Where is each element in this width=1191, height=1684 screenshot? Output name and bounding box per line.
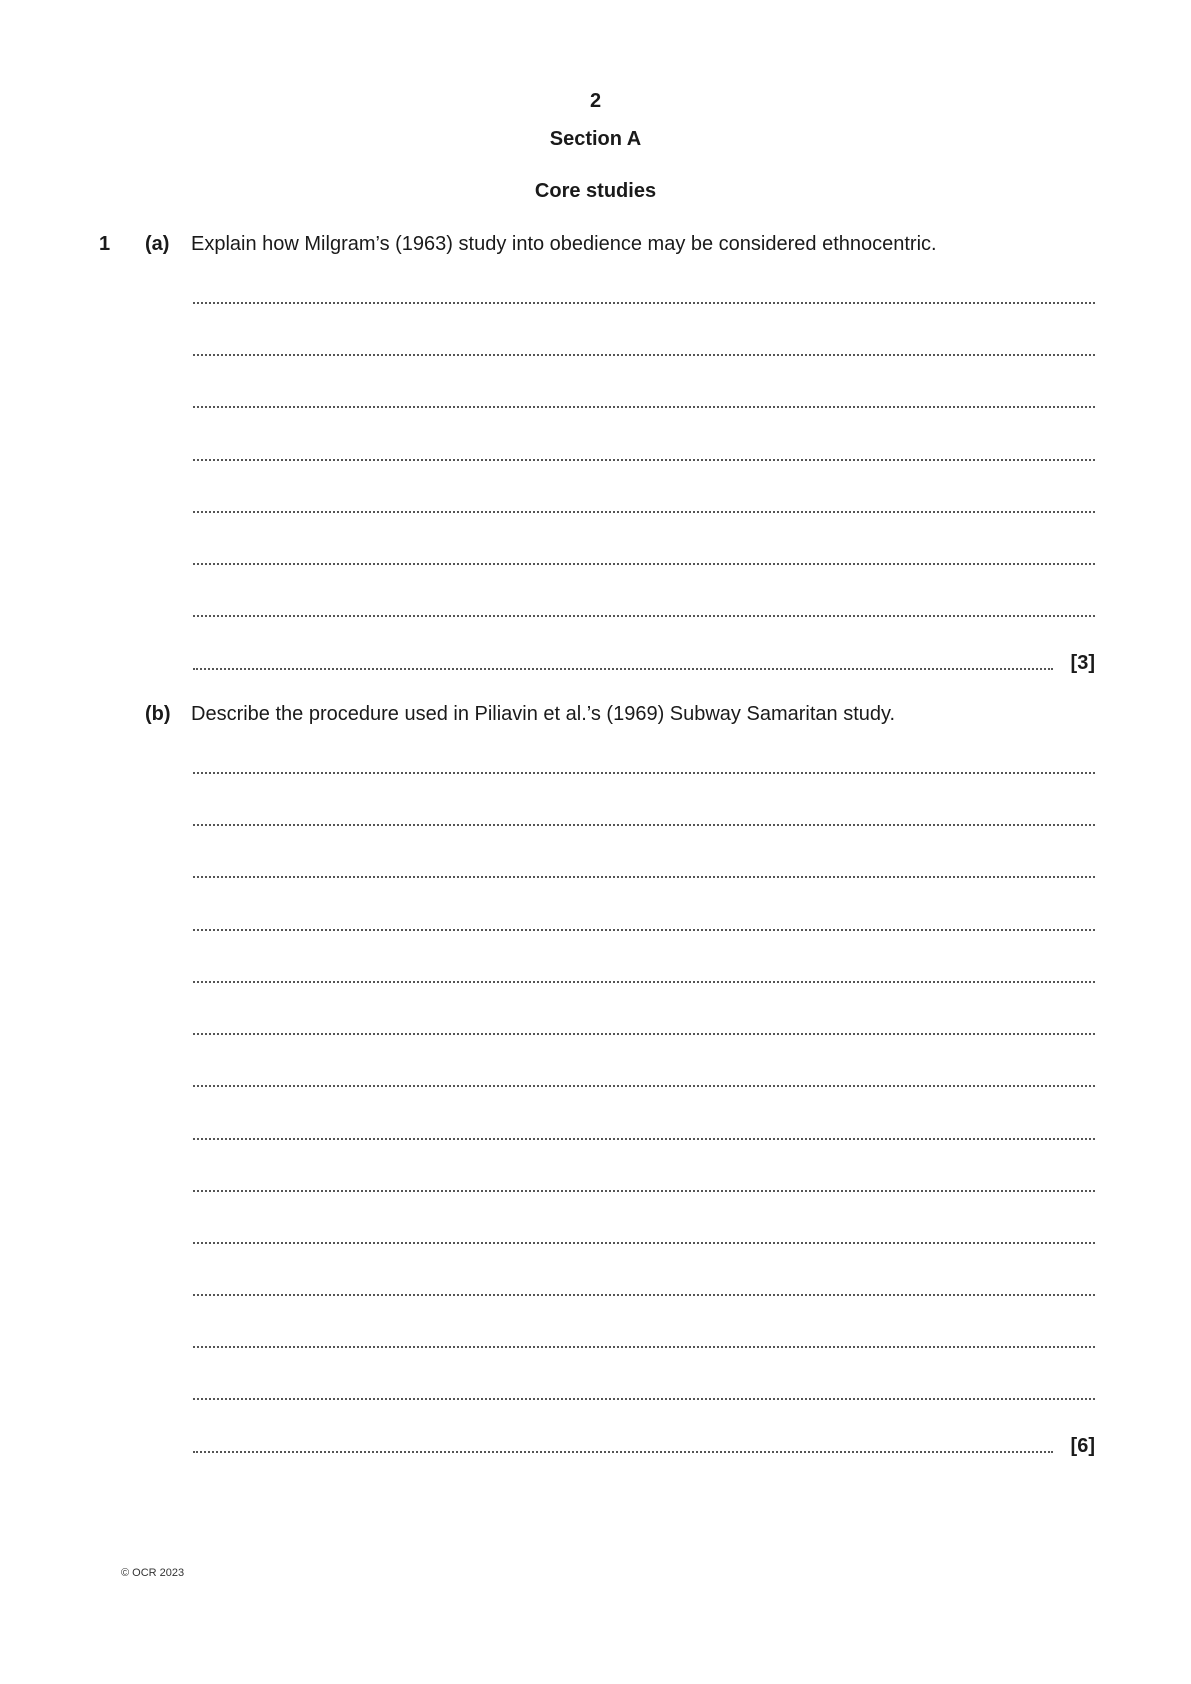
answer-line[interactable] xyxy=(193,1398,1095,1400)
answer-line[interactable] xyxy=(193,406,1095,408)
answer-line[interactable] xyxy=(193,1085,1095,1087)
part-a-marks: [3] xyxy=(1070,652,1095,674)
part-a-question-text: Explain how Milgram’s (1963) study into obedience may be considered ethnocentric. xyxy=(191,233,937,255)
question-number: 1 xyxy=(99,233,111,255)
answer-line[interactable] xyxy=(193,1033,1095,1035)
answer-line[interactable] xyxy=(193,459,1095,461)
answer-line[interactable] xyxy=(193,1294,1095,1296)
answer-line[interactable] xyxy=(193,668,1053,670)
answer-line[interactable] xyxy=(193,1190,1095,1192)
answer-line[interactable] xyxy=(193,615,1095,617)
answer-line[interactable] xyxy=(193,1138,1095,1140)
answer-line[interactable] xyxy=(193,511,1095,513)
answer-line[interactable] xyxy=(193,981,1095,983)
answer-line[interactable] xyxy=(193,563,1095,565)
answer-line[interactable] xyxy=(193,929,1095,931)
answer-line[interactable] xyxy=(193,1346,1095,1348)
answer-line[interactable] xyxy=(193,1242,1095,1244)
answer-line[interactable] xyxy=(193,302,1095,304)
page-number: 2 xyxy=(589,90,602,112)
part-b-label: (b) xyxy=(145,703,171,725)
answer-line[interactable] xyxy=(193,1451,1053,1453)
part-b-marks: [6] xyxy=(1070,1435,1095,1457)
part-a-label: (a) xyxy=(145,233,170,255)
section-title: Section A xyxy=(549,128,642,150)
answer-line[interactable] xyxy=(193,824,1095,826)
part-b-question-text: Describe the procedure used in Piliavin et al.’s (1969) Subway Samaritan study. xyxy=(191,703,896,725)
section-subtitle: Core studies xyxy=(534,180,657,202)
copyright-footer: © OCR 2023 xyxy=(121,1567,185,1579)
answer-line[interactable] xyxy=(193,876,1095,878)
answer-line[interactable] xyxy=(193,354,1095,356)
answer-line[interactable] xyxy=(193,772,1095,774)
